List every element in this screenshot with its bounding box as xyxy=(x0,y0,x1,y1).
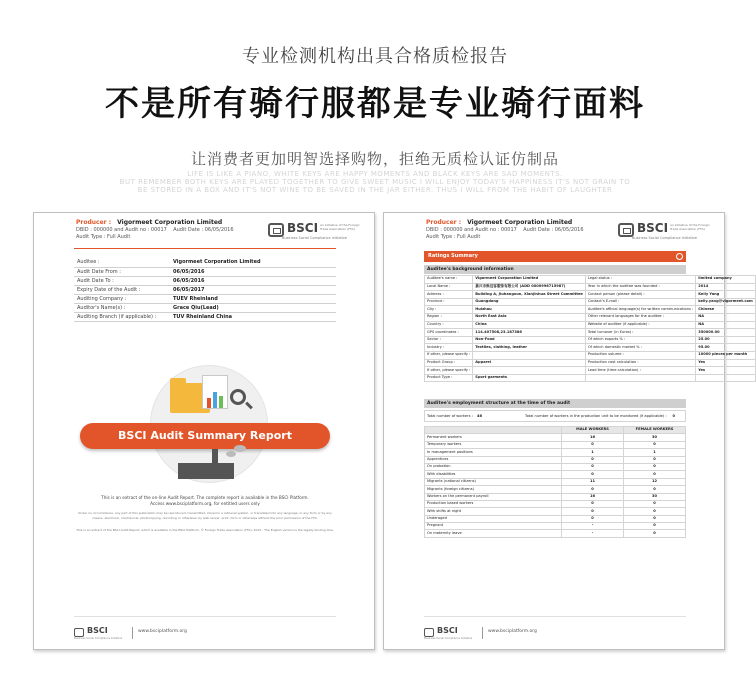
employment-row xyxy=(425,493,686,500)
male-workers-count: 16 xyxy=(562,493,624,500)
male-workers-count: 11 xyxy=(562,478,624,485)
background-row xyxy=(425,344,756,352)
female-workers-count: 0 xyxy=(624,471,686,478)
background-field-value: Guangdong xyxy=(473,298,586,306)
audit-detail-value: Vigormeet Corporation Limited xyxy=(170,258,336,267)
background-field-label: Of which domestic market % : xyxy=(585,344,695,352)
background-row xyxy=(425,374,756,382)
faint-line-1: LIFE IS LIKE A PIANO, WHITE KEYS ARE HAPPY MOMENTS AND BLACK KEYS ARE SAD MOMENTS. xyxy=(187,170,563,178)
ratings-summary-header xyxy=(424,251,686,262)
chart-document-icon xyxy=(202,375,228,409)
employment-row xyxy=(425,434,686,441)
audit-detail-value: 06/05/2017 xyxy=(170,285,336,294)
audit-detail-value: 06/05/2016 xyxy=(170,276,336,285)
background-field-label: Local Name : xyxy=(425,283,473,291)
faint-line-3: BE STORED IN A BOX AND IT'S NOT WINE TO BE SAVED IN THE JAR EITHER. THUS I WILL FROM THE HABIT OF LAUGHTER xyxy=(137,186,613,194)
ratings-summary-title: Ratings Summary xyxy=(428,253,478,259)
audit-detail-value: 06/05/2016 xyxy=(170,267,336,276)
background-row xyxy=(425,291,756,299)
background-field-label: Contact person (please detail) : xyxy=(585,291,695,299)
background-row xyxy=(425,336,756,344)
background-field-value xyxy=(473,351,586,359)
audit-detail-key: Auditing Branch (if applicable) : xyxy=(74,312,170,321)
background-field-label: Contact's E-mail : xyxy=(585,298,695,306)
page-footer xyxy=(424,625,686,641)
employment-row xyxy=(425,508,686,515)
total-prod-workers-value: 0 xyxy=(672,414,675,418)
globe-icon xyxy=(676,253,683,260)
report-ids: DBID : 000000 and Audit no : 00017 xyxy=(76,227,167,233)
background-field-value: NA xyxy=(696,313,756,321)
male-workers-count: 0 xyxy=(562,486,624,493)
header-divider xyxy=(74,248,336,249)
audit-details-table xyxy=(74,258,336,322)
female-workers-count: 0 xyxy=(624,486,686,493)
audit-detail-key: Audit Date From : xyxy=(74,267,170,276)
background-field-label: Production volume : xyxy=(585,351,695,359)
background-field-label: Sector : xyxy=(425,336,473,344)
background-field-value: 2014 xyxy=(696,283,756,291)
background-field-label: Total turnover (in Euros) : xyxy=(585,329,695,337)
employment-row xyxy=(425,515,686,522)
male-workers-count: 0 xyxy=(562,456,624,463)
female-workers-count: 0 xyxy=(624,508,686,515)
background-field-label: Of which exports % : xyxy=(585,336,695,344)
employment-category: With disabilities xyxy=(425,471,562,478)
total-workers-value: 46 xyxy=(477,414,483,418)
footer-separator xyxy=(132,627,133,639)
female-workers-count: 0 xyxy=(624,515,686,522)
male-workers-count: 0 xyxy=(562,441,624,448)
smoke-icon xyxy=(234,445,246,452)
audit-summary-cover-page xyxy=(33,212,375,650)
total-prod-workers-label: Total number of workers in the production unit to be monitored (if applicable) : xyxy=(525,414,667,418)
employment-row xyxy=(425,456,686,463)
background-field-value: 嘉兴市维迈客服饰有限公司 (ADD 0000996715987) xyxy=(473,283,586,291)
employment-section-title: Auditee's employment structure at the time of the audit xyxy=(424,399,686,408)
employment-table xyxy=(424,426,686,538)
footer-url: www.bsciplatform.org xyxy=(488,629,537,634)
footer-initiative: Business Social Compliance Initiative xyxy=(424,637,473,640)
background-field-value: Yes xyxy=(696,359,756,367)
male-workers-count: 0 xyxy=(562,515,624,522)
female-workers-count: 30 xyxy=(624,434,686,441)
smoke-icon xyxy=(226,451,236,457)
background-field-value: Chinese xyxy=(696,306,756,314)
report-audit-date: Audit Date : 06/05/2016 xyxy=(523,227,584,233)
audit-detail-key: Audit Date To : xyxy=(74,276,170,285)
legal-notice: This is an extract of the BSCI Audit Report, which is available in the BSCI Platform. © Foreign Trade Association (FTA), 2015 - The English version is the legally binding One. xyxy=(76,528,334,532)
background-field-label: If other, please specify : xyxy=(425,367,473,375)
audit-detail-key: Auditing Company : xyxy=(74,294,170,303)
female-workers-count: 0 xyxy=(624,530,686,537)
extract-note xyxy=(74,495,336,507)
background-field-value: Sport garments xyxy=(473,374,586,382)
background-field-label: Region : xyxy=(425,313,473,321)
audit-detail-value: Grace Qiu(Lead) xyxy=(170,303,336,312)
employment-category: Pregnant xyxy=(425,523,562,530)
audit-detail-key: Auditee : xyxy=(74,258,170,267)
background-field-value: North East Asia xyxy=(473,313,586,321)
total-workers-row xyxy=(424,410,686,422)
report-audit-type: Audit Type : Full Audit xyxy=(426,234,481,240)
factory-icon xyxy=(178,463,234,479)
background-field-value: Huizhou xyxy=(473,306,586,314)
bsci-logo-initiative: Business Social Compliance Initiative xyxy=(632,236,698,240)
employment-category: Migrants (foreign citizens) xyxy=(425,486,562,493)
background-field-value: 10000 pieces per month xyxy=(696,351,756,359)
background-field-value xyxy=(473,367,586,375)
background-field-value: China xyxy=(473,321,586,329)
background-field-value: Vigormeet Corporation Limited xyxy=(473,276,586,284)
footer-separator xyxy=(482,627,483,639)
page-footer xyxy=(74,625,336,641)
footer-url: www.bsciplatform.org xyxy=(138,629,187,634)
employment-category: Workers on the permanent payroll xyxy=(425,493,562,500)
employment-row xyxy=(425,441,686,448)
background-field-value: 95.00 xyxy=(696,344,756,352)
producer-company: Vigormeet Corporation Limited xyxy=(117,219,223,226)
background-field-label: Product Group : xyxy=(425,359,473,367)
background-field-value: 25.00 xyxy=(696,336,756,344)
employment-category: On probation xyxy=(425,463,562,470)
audit-detail-row xyxy=(74,303,336,312)
background-field-label: Website of auditee (if applicable) : xyxy=(585,321,695,329)
footer-initiative: Business Social Compliance Initiative xyxy=(74,637,123,640)
bsci-logo-tag: an initiative of the Foreign Trade Association (FTA) xyxy=(320,223,360,231)
female-workers-count: 0 xyxy=(624,523,686,530)
background-field-label: Auditee's official language(s) for written communications : xyxy=(585,306,695,314)
background-field-label: Product Type : xyxy=(425,374,473,382)
background-field-label: Year in which the auditee was founded : xyxy=(585,283,695,291)
female-workers-count: 0 xyxy=(624,441,686,448)
extract-note-line-2: Access www.bsciplatform.org, for entitled users only xyxy=(150,501,260,506)
employment-header-row xyxy=(425,427,686,434)
bsci-logo-initiative: Business Social Compliance Initiative xyxy=(282,236,348,240)
background-field-value: kelly.yang@vigormeet.com xyxy=(696,298,756,306)
bsci-footer-icon xyxy=(74,628,84,637)
report-ids: DBID : 000000 and Audit no : 00017 xyxy=(426,227,517,233)
background-field-value: Building A, Jiuhangxun, Xianjinhua Street Committee xyxy=(473,291,586,299)
background-field-label: GPS coordinates : xyxy=(425,329,473,337)
producer-label: Producer : xyxy=(76,219,112,226)
background-field-value: NA xyxy=(696,321,756,329)
employment-row xyxy=(425,471,686,478)
background-field-value: Non-Food xyxy=(473,336,586,344)
employment-row xyxy=(425,463,686,470)
audit-detail-key: Auditor's Name(s) : xyxy=(74,303,170,312)
background-field-label: Province : xyxy=(425,298,473,306)
background-field-label xyxy=(585,374,695,382)
background-field-label: Production cost calculation : xyxy=(585,359,695,367)
audit-detail-row xyxy=(74,258,336,267)
background-row xyxy=(425,367,756,375)
magnifier-icon xyxy=(230,389,246,405)
bsci-logo-icon xyxy=(618,223,634,237)
hero-header xyxy=(0,0,750,205)
bsci-logo xyxy=(268,221,360,241)
employment-category: Apprentices xyxy=(425,456,562,463)
background-row xyxy=(425,298,756,306)
background-row xyxy=(425,359,756,367)
bsci-logo-text: BSCI xyxy=(637,221,669,235)
background-row xyxy=(425,306,756,314)
footer-logo-text: BSCI xyxy=(87,626,108,635)
hero-description: 让消费者更加明智选择购物，拒绝无质检认证仿制品 xyxy=(190,150,559,168)
background-field-label: Other relevant languages for the auditee : xyxy=(585,313,695,321)
background-info-table xyxy=(424,275,756,382)
background-row xyxy=(425,283,756,291)
faint-line-2: BUT REMEMBER BOTH KEYS ARE PLAYED TOGETHER TO GIVE SWEET MUSIC I WILL ENJOY TODAY'S HAPPINESS IT'S NOT GRAIN TO xyxy=(119,178,631,186)
producer-label: Producer : xyxy=(426,219,462,226)
background-field-value: Apparel xyxy=(473,359,586,367)
bsci-logo-icon xyxy=(268,223,284,237)
employment-category: In management positions xyxy=(425,449,562,456)
employment-column-header: FEMALE WORKERS xyxy=(624,427,686,434)
female-workers-count: 30 xyxy=(624,493,686,500)
audit-detail-value: TUV Rheinland China xyxy=(170,312,336,321)
background-field-label: City : xyxy=(425,306,473,314)
background-field-label: Address : xyxy=(425,291,473,299)
hero-headline: 不是所有骑行服都是专业骑行面料 xyxy=(105,84,645,124)
background-section-title: Auditee's background information xyxy=(424,265,686,274)
employment-row xyxy=(425,478,686,485)
background-field-label: Lead time (time calculation) : xyxy=(585,367,695,375)
report-audit-date: Audit Date : 06/05/2016 xyxy=(173,227,234,233)
employment-category: Permanent workers xyxy=(425,434,562,441)
male-workers-count: 0 xyxy=(562,463,624,470)
audit-detail-row xyxy=(74,267,336,276)
bsci-footer-icon xyxy=(424,628,434,637)
employment-column-header xyxy=(425,427,562,434)
male-workers-count: 1 xyxy=(562,449,624,456)
employment-row xyxy=(425,523,686,530)
background-field-label: If other, please specify : xyxy=(425,351,473,359)
male-workers-count: 16 xyxy=(562,434,624,441)
employment-row xyxy=(425,500,686,507)
employment-category: With shifts at night xyxy=(425,508,562,515)
male-workers-count: - xyxy=(562,530,624,537)
background-field-value: limited company xyxy=(696,276,756,284)
employment-category: Underaged xyxy=(425,515,562,522)
employment-row xyxy=(425,449,686,456)
employment-column-header: MALE WORKERS xyxy=(562,427,624,434)
background-row xyxy=(425,321,756,329)
background-field-value: Textiles, clothing, leather xyxy=(473,344,586,352)
background-field-value: 350000.00 xyxy=(696,329,756,337)
male-workers-count: 0 xyxy=(562,500,624,507)
hero-subtitle: 专业检测机构出具合格质检报告 xyxy=(242,46,508,67)
copyright-notice: Under no circumstance, any part of this publication may be reproduced, transmitted, stored in a retrieval system, or translated into any language, in any form or by any means, electronic, mechanical, photocopying, recording or otherwise, by web server, print, form or otherwise without the prior permission of the FTA. xyxy=(78,511,332,520)
background-field-value xyxy=(696,374,756,382)
audit-summary-banner: BSCI Audit Summary Report xyxy=(80,423,330,449)
bsci-logo xyxy=(618,221,710,241)
background-field-value: 114.407508,23.187386 xyxy=(473,329,586,337)
ratings-summary-page xyxy=(383,212,753,650)
bsci-logo-tag: an initiative of the Foreign Trade Association (FTA) xyxy=(670,223,710,231)
audit-detail-row xyxy=(74,276,336,285)
audit-detail-row xyxy=(74,294,336,303)
report-audit-type: Audit Type : Full Audit xyxy=(76,234,131,240)
total-workers-label: Total number of workers : xyxy=(427,414,473,418)
background-row xyxy=(425,276,756,284)
footer-divider xyxy=(424,616,686,617)
male-workers-count: 0 xyxy=(562,508,624,515)
report-header-info xyxy=(76,219,234,241)
producer-company: Vigormeet Corporation Limited xyxy=(467,219,573,226)
background-field-label: Industry : xyxy=(425,344,473,352)
audit-detail-row xyxy=(74,285,336,294)
extract-note-line-1: This is an extract of the on-line Audit Report. The complete report is available in the BSCI Platform. xyxy=(101,495,309,500)
employment-category: On maternity leave xyxy=(425,530,562,537)
employment-category: Production based workers xyxy=(425,500,562,507)
female-workers-count: 0 xyxy=(624,500,686,507)
bsci-logo-text: BSCI xyxy=(287,221,319,235)
employment-row xyxy=(425,530,686,537)
report-header-info xyxy=(426,219,584,241)
background-field-value: Kelly Yang xyxy=(696,291,756,299)
employment-category: Temporary workers xyxy=(425,441,562,448)
background-row xyxy=(425,329,756,337)
female-workers-count: 0 xyxy=(624,456,686,463)
male-workers-count: 0 xyxy=(562,471,624,478)
employment-category: Migrants (national citizens) xyxy=(425,478,562,485)
background-row xyxy=(425,313,756,321)
background-field-label: Legal status : xyxy=(585,276,695,284)
audit-detail-value: TUEV Rheinland xyxy=(170,294,336,303)
background-field-label: Auditee's name : xyxy=(425,276,473,284)
employment-row xyxy=(425,486,686,493)
background-field-value: Yes xyxy=(696,367,756,375)
footer-logo-text: BSCI xyxy=(437,626,458,635)
background-row xyxy=(425,351,756,359)
audit-detail-key: Expiry Date of the Audit : xyxy=(74,285,170,294)
female-workers-count: 12 xyxy=(624,478,686,485)
audit-detail-row xyxy=(74,312,336,321)
male-workers-count: - xyxy=(562,523,624,530)
female-workers-count: 1 xyxy=(624,449,686,456)
female-workers-count: 0 xyxy=(624,463,686,470)
background-field-label: Country : xyxy=(425,321,473,329)
footer-divider xyxy=(74,616,336,617)
